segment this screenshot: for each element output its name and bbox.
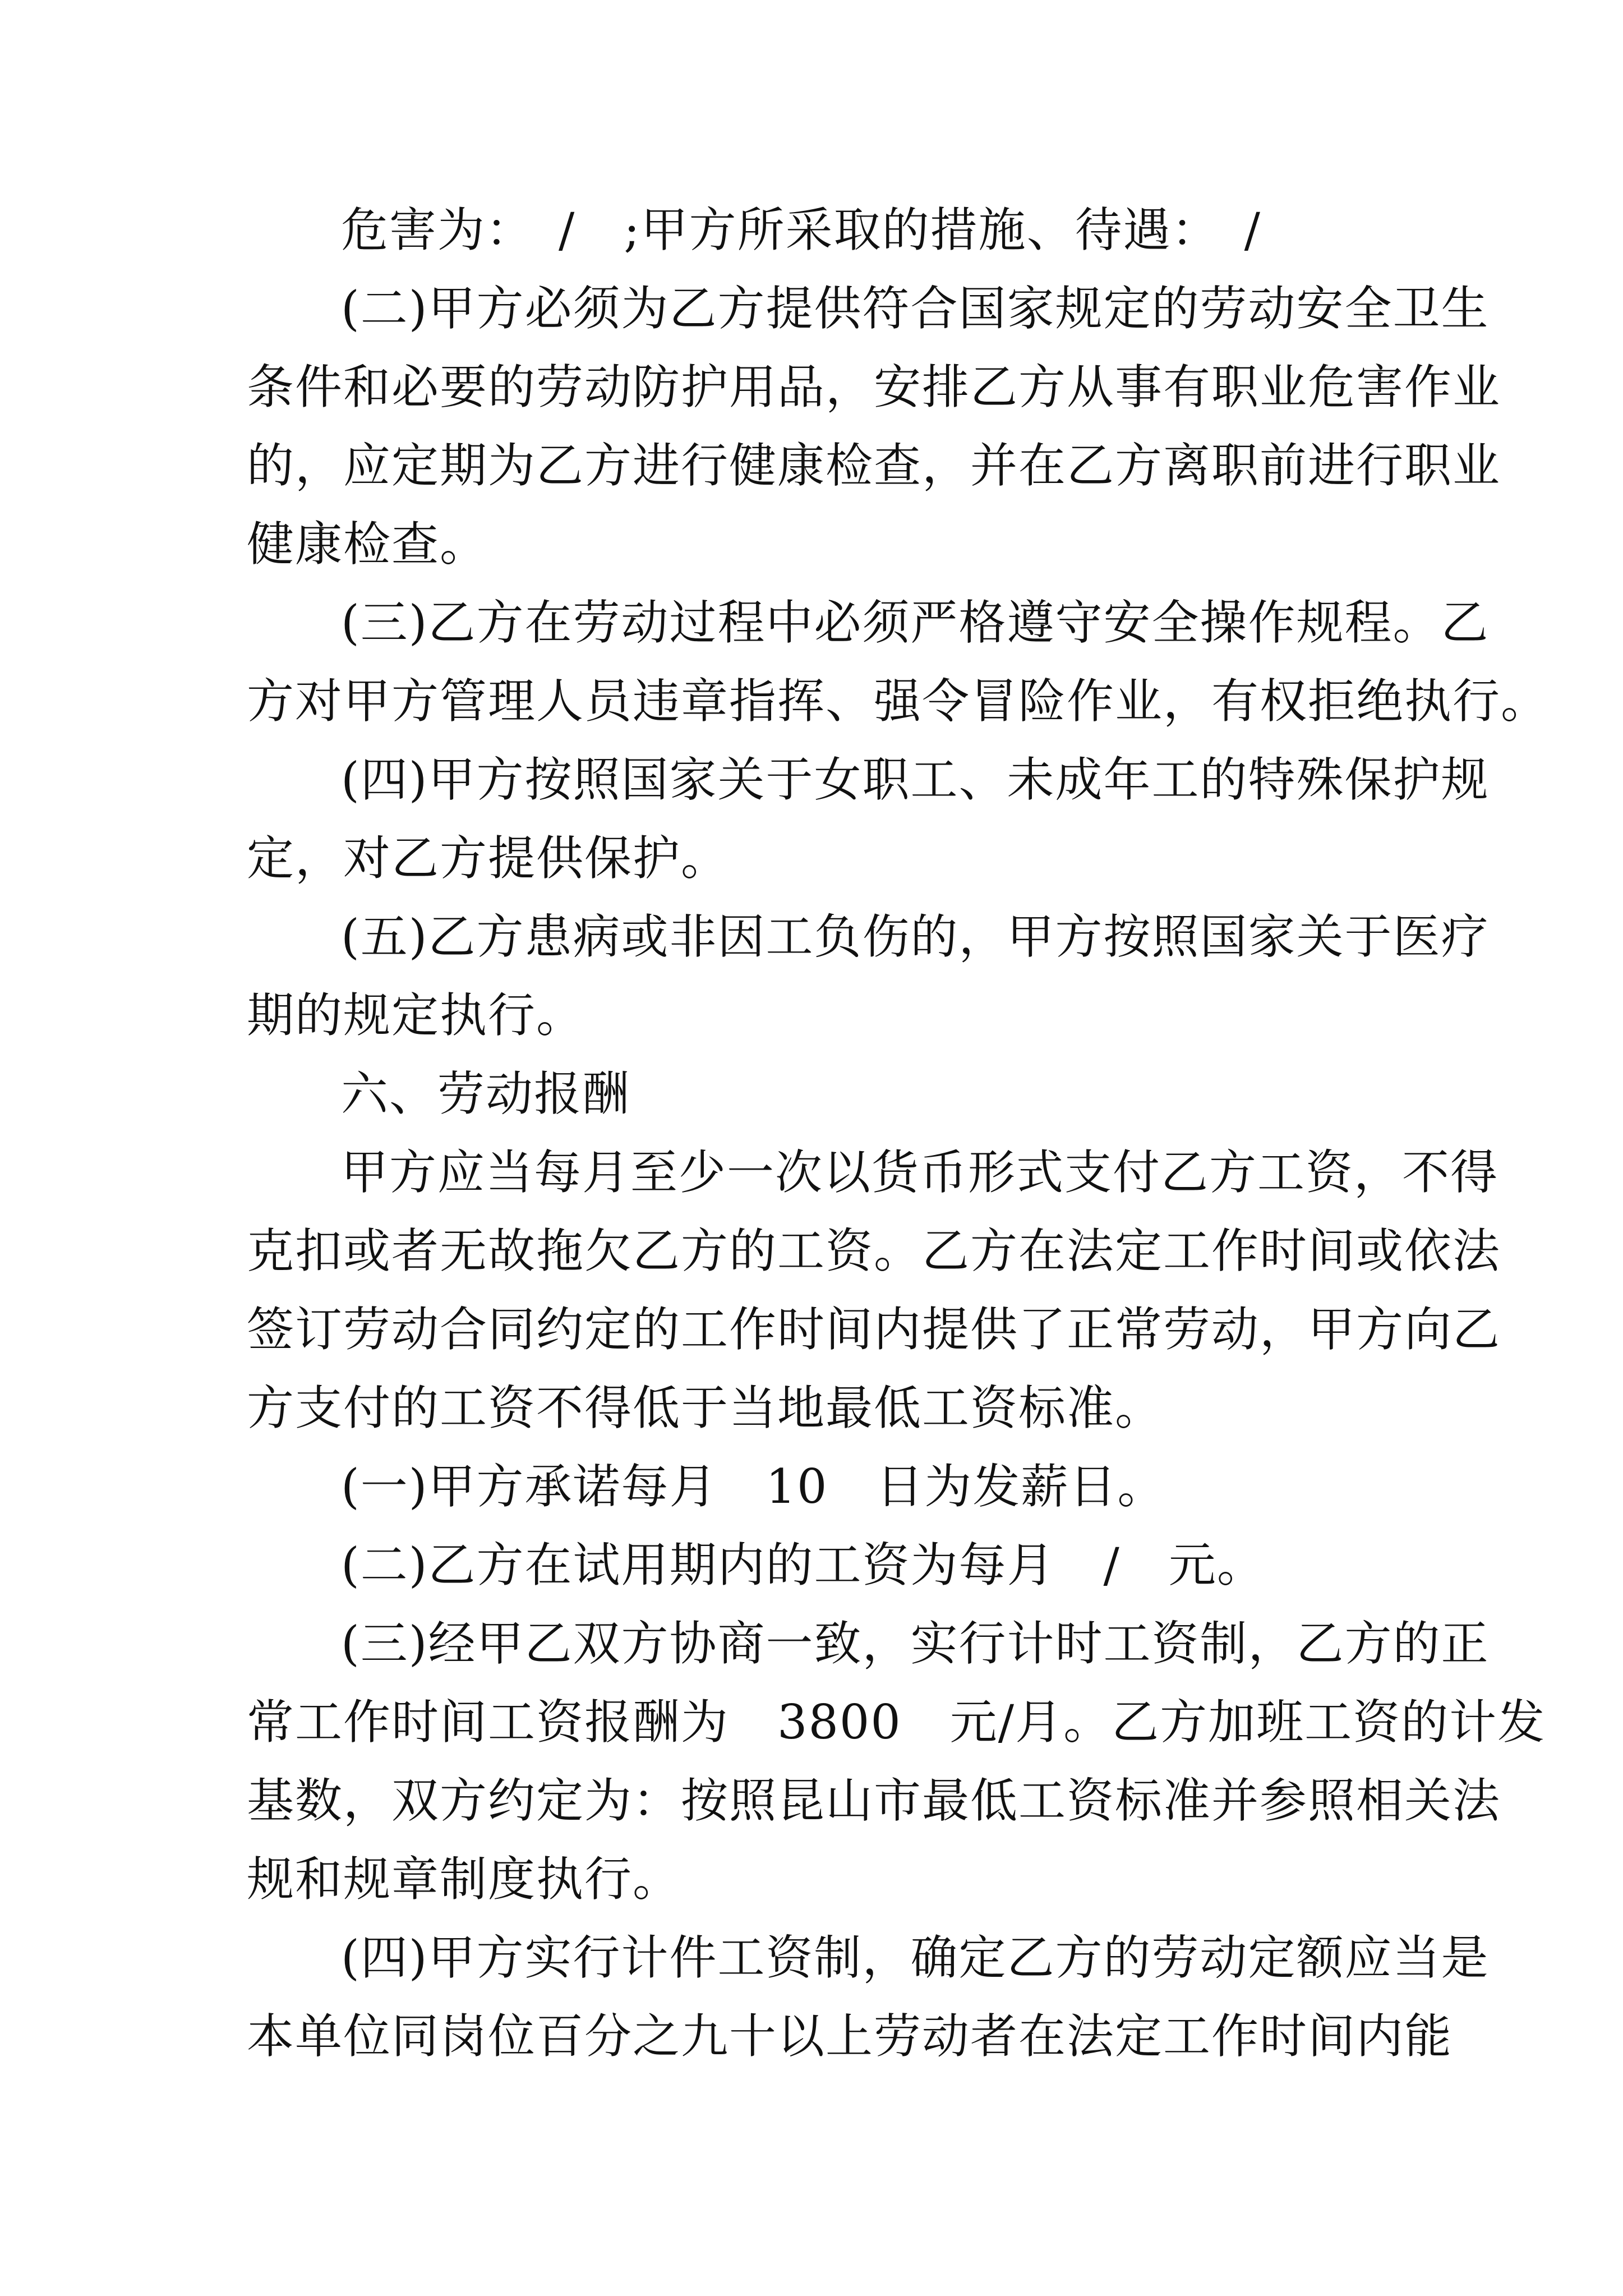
text-line: (二)甲方必须为乙方提供符合国家规定的劳动安全卫生 <box>341 281 1490 336</box>
text-line: 克扣或者无故拖欠乙方的工资。乙方在法定工作时间或依法 <box>247 1223 1501 1278</box>
text-line: 方对甲方管理人员违章指挥、强令冒险作业，有权拒绝执行。 <box>247 674 1550 729</box>
text-line: (二)乙方在试用期内的工资为每月 / 元。 <box>341 1538 1265 1593</box>
text-line: 健康检查。 <box>247 517 488 572</box>
text-line: 规和规章制度执行。 <box>247 1852 681 1907</box>
text-line: 危害为： / ;甲方所采取的措施、待遇： / <box>341 203 1261 257</box>
text-line: (四)甲方实行计件工资制，确定乙方的劳动定额应当是 <box>341 1930 1490 1985</box>
text-line: 期的规定执行。 <box>247 988 585 1043</box>
text-line: (三)经甲乙双方协商一致，实行计时工资制，乙方的正 <box>341 1616 1490 1671</box>
text-line: (三)乙方在劳动过程中必须严格遵守安全操作规程。乙 <box>341 595 1490 650</box>
text-line: 定，对乙方提供保护。 <box>247 831 730 886</box>
text-line: (四)甲方按照国家关于女职工、未成年工的特殊保护规 <box>341 752 1490 807</box>
text-line: 的，应定期为乙方进行健康检查，并在乙方离职前进行职业 <box>247 438 1501 493</box>
text-line: 条件和必要的劳动防护用品，安排乙方从事有职业危害作业 <box>247 360 1501 415</box>
text-line: (五)乙方患病或非因工负伤的，甲方按照国家关于医疗 <box>341 909 1490 964</box>
text-line: (一)甲方承诺每月 10 日为发薪日。 <box>341 1459 1166 1514</box>
text-line: 甲方应当每月至少一次以货币形式支付乙方工资，不得 <box>341 1145 1499 1200</box>
text-line: 基数，双方约定为：按照昆山市最低工资标准并参照相关法 <box>247 1773 1501 1828</box>
text-line: 签订劳动合同约定的工作时间内提供了正常劳动，甲方向乙 <box>247 1302 1501 1357</box>
section-heading: 六、劳动报酬 <box>341 1066 631 1121</box>
text-line: 本单位同岗位百分之九十以上劳动者在法定工作时间内能 <box>247 2009 1453 2064</box>
text-line: 方支付的工资不得低于当地最低工资标准。 <box>247 1381 1164 1435</box>
text-line: 常工作时间工资报酬为 3800 元/月。乙方加班工资的计发 <box>247 1695 1546 1750</box>
